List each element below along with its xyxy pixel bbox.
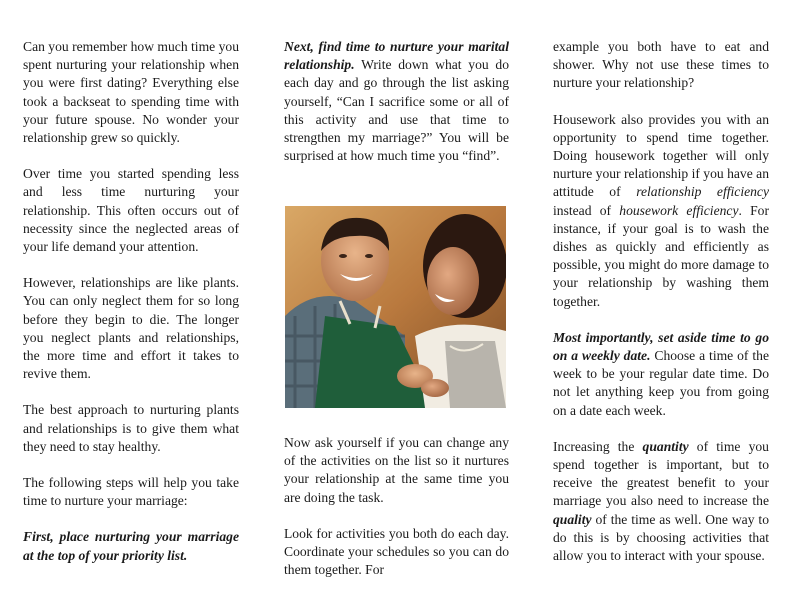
paragraph-text: instead of	[553, 202, 620, 218]
paragraph: However, relationships are like plants. You can only neglect them for so long before they begin to die. The longer you neglect plants and relationships, the more time and effort it takes to revive them.	[23, 275, 239, 382]
paragraph: Look for activities you both do each day. Coordinate your schedules so you can do them together. For	[284, 525, 509, 578]
paragraph: The following steps will help you take time to nurture your marriage:	[23, 475, 239, 509]
emphasis: relationship efficiency	[636, 184, 770, 200]
column-middle-lower	[284, 434, 509, 597]
paragraph	[553, 329, 769, 420]
emphasis: quality	[553, 511, 592, 527]
paragraph	[553, 111, 769, 311]
paragraph-text: of the time as well. One way to do this is by choosing activities that allow you to interact with your spouse.	[553, 511, 769, 564]
paragraph-text: Housework also provides you with an opportunity to spend time together. Doing housework together will only nurture your relationship if you have an attitude of	[553, 111, 769, 200]
paragraph-text: Increasing the	[553, 438, 643, 454]
step-heading-first: First, place nurturing your marriage at the top of your priority list.	[23, 529, 239, 563]
paragraph: Over time you started spending less and less time nurturing your relationship. This often occurs out of necessity since the neglected areas of your life demand your attention.	[23, 166, 239, 255]
paragraph: Now ask yourself if you can change any of the activities on the list so it nurtures your relationship at the same time you are doing the task.	[284, 435, 509, 505]
paragraph-text: Write down what you do each day and go through the list asking yourself, “Can I sacrifice some or all of this activity and use that time to strengthen my marriage?” You will be surprised at how much time you “find”.	[284, 57, 509, 164]
column-left	[23, 38, 239, 565]
paragraph-text: . For instance, if your goal is to wash the dishes as quickly and efficiently as possible, you might do more damage to your relationship by washing them together.	[553, 202, 769, 309]
paragraph: Can you remember how much time you spent nurturing your relationship when you were first dating? Everything else took a backseat to spending time with your future spouse. No wonder your relationship grew so quickly.	[23, 39, 239, 146]
paragraph: The best approach to nurturing plants and relationships is to give them what they need to stay healthy.	[23, 402, 239, 454]
emphasis: housework efficiency	[619, 202, 739, 218]
step-heading-next: Next, find time to nurture your marital relationship.	[284, 39, 509, 73]
paragraph-text: of time you spend together is important, but to receive the greatest benefit to your marriage you also need to increase the	[553, 438, 769, 509]
step-heading-date: Most importantly, set aside time to go on a weekly date.	[553, 329, 769, 364]
couple-photo	[285, 206, 506, 408]
emphasis: quantity	[642, 438, 689, 454]
paragraph	[284, 38, 509, 165]
paragraph: example you both have to eat and shower. Why not use these times to nurture your relationship?	[553, 39, 769, 91]
paragraph	[553, 438, 769, 565]
column-right	[553, 38, 769, 565]
paragraph-text: Choose a time of the week to be your regular date time. Do not let anything keep you from going on a date each week.	[553, 348, 769, 418]
column-middle	[284, 38, 509, 165]
